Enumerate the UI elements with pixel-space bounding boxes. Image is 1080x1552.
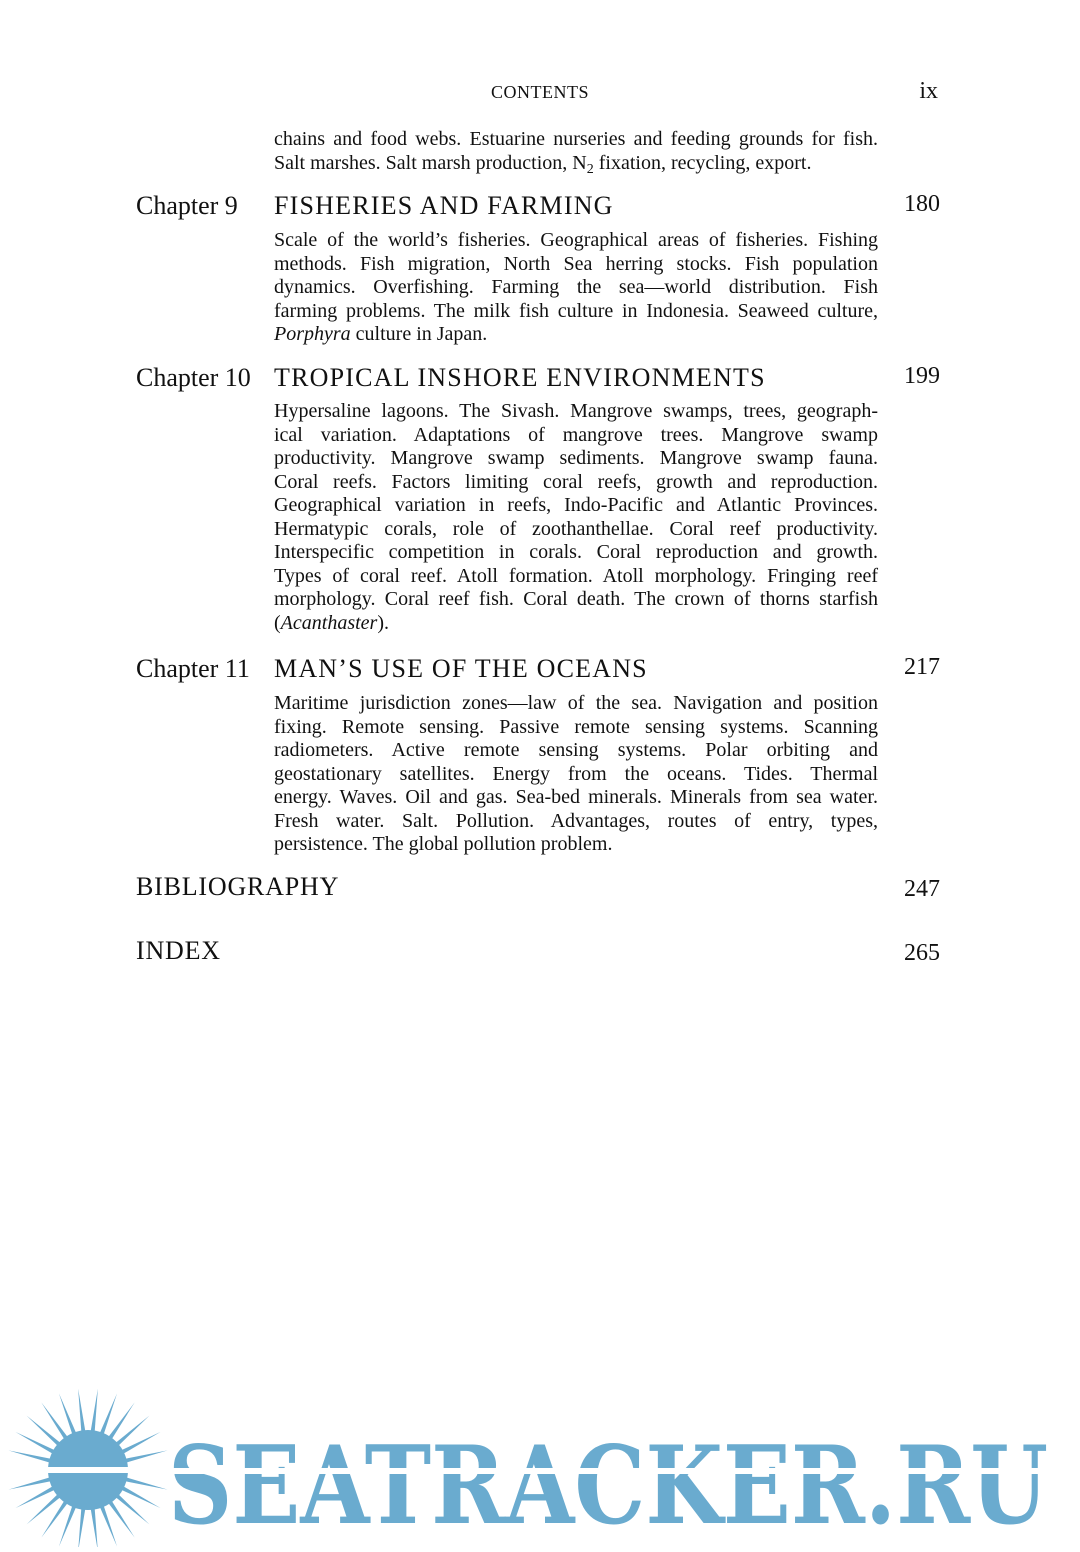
description-line: Salt marshes. Salt marsh production, $N_2$ fixation, recycling, export. <box>274 151 812 177</box>
chapter-label: Chapter 11 <box>136 654 250 683</box>
index-entry <box>136 936 940 968</box>
sun-ray <box>116 1467 170 1472</box>
continued-description <box>274 128 878 175</box>
chapter-title: TROPICAL INSHORE ENVIRONMENTS <box>274 363 766 392</box>
description-line: Geographical variation in reefs, Indo-Pacific and Atlantic Provinces. <box>274 494 878 516</box>
description-line: radiometers. Active remote sensing systems. Polar orbiting and <box>274 739 878 761</box>
chapter-10-heading <box>136 363 940 395</box>
description-line: energy. Waves. Oil and gas. Sea-bed minerals. Minerals from sea water. <box>274 786 878 808</box>
subscript: 2 <box>586 161 594 177</box>
description-line: Porphyra culture in Japan. <box>274 323 488 345</box>
chapter-label: Chapter 9 <box>136 191 238 220</box>
description-line: farming problems. The milk fish culture in Indonesia. Seaweed culture, <box>274 299 878 322</box>
page-number: ix <box>919 78 938 104</box>
chapter-9-description <box>274 229 878 347</box>
chapter-page-number: 217 <box>904 654 940 680</box>
description-line: persistence. The global pollution problem. <box>274 833 613 855</box>
chapter-11-description <box>274 692 878 857</box>
watermark-graphic <box>0 1385 1080 1547</box>
description-line: geostationary satellites. Energy from the oceans. Tides. Thermal <box>274 762 878 785</box>
sun-logo-icon <box>6 1389 170 1547</box>
description-line: Maritime jurisdiction zones—law of the sea. Navigation and position <box>274 692 878 714</box>
description-line: fixing. Remote sensing. Passive remote sensing systems. Scanning <box>274 715 878 738</box>
description-line: Scale of the world’s fisheries. Geographical areas of fisheries. Fishing <box>274 229 878 251</box>
description-line: Types of coral reef. Atoll formation. Atoll morphology. Fringing reef <box>274 564 878 587</box>
description-line: Fresh water. Salt. Pollution. Advantages, routes of entry, types, <box>274 809 878 832</box>
bibliography-entry <box>136 872 940 904</box>
sun-ray <box>6 1467 60 1472</box>
description-line: dynamics. Overfishing. Farming the sea—world distribution. Fish <box>274 276 878 298</box>
description-line: productivity. Mangrove swamp sediments. Mangrove swamp fauna. <box>274 447 878 469</box>
chapter-page-number: 199 <box>904 363 940 389</box>
description-line: Interspecific competition in corals. Coral reproduction and growth. <box>274 541 878 563</box>
back-matter-page-number: 265 <box>904 940 940 966</box>
description-line: ical variation. Adaptations of mangrove trees. Mangrove swamp <box>274 423 878 446</box>
chapter-11-heading <box>136 654 940 686</box>
chapter-10-description <box>274 400 878 635</box>
running-title: CONTENTS <box>491 82 589 102</box>
chapter-title: FISHERIES AND FARMING <box>274 191 614 220</box>
watermark <box>0 1385 1080 1547</box>
sun-ray <box>6 1467 60 1472</box>
description-line: Hypersaline lagoons. The Sivash. Mangrove swamps, trees, geograph- <box>274 400 878 422</box>
chapter-page-number: 180 <box>904 191 940 217</box>
back-matter-label: INDEX <box>136 936 221 965</box>
italic-term: Acanthaster <box>280 611 378 634</box>
description-line: (Acanthaster). <box>274 611 389 634</box>
description-line: Coral reefs. Factors limiting coral reefs, growth and reproduction. <box>274 470 878 493</box>
description-line: Hermatypic corals, role of zoothanthellae. Coral reef productivity. <box>274 517 878 540</box>
description-line: morphology. Coral reef fish. Coral death. The crown of thorns starfish <box>274 588 878 610</box>
chapter-9-heading <box>136 191 940 223</box>
italic-term: Porphyra <box>274 323 351 345</box>
description-line: methods. Fish migration, North Sea herring stocks. Fish population <box>274 252 878 275</box>
description-line: chains and food webs. Estuarine nurseries and feeding grounds for fish. <box>274 128 878 150</box>
sun-ray <box>116 1467 170 1472</box>
watermark-text: SEATRACKER.RU <box>168 1423 1048 1547</box>
back-matter-page-number: 247 <box>904 876 940 902</box>
running-header <box>0 78 1080 108</box>
chapter-label: Chapter 10 <box>136 363 251 392</box>
chapter-title: MAN’S USE OF THE OCEANS <box>274 654 648 683</box>
back-matter-label: BIBLIOGRAPHY <box>136 872 340 901</box>
